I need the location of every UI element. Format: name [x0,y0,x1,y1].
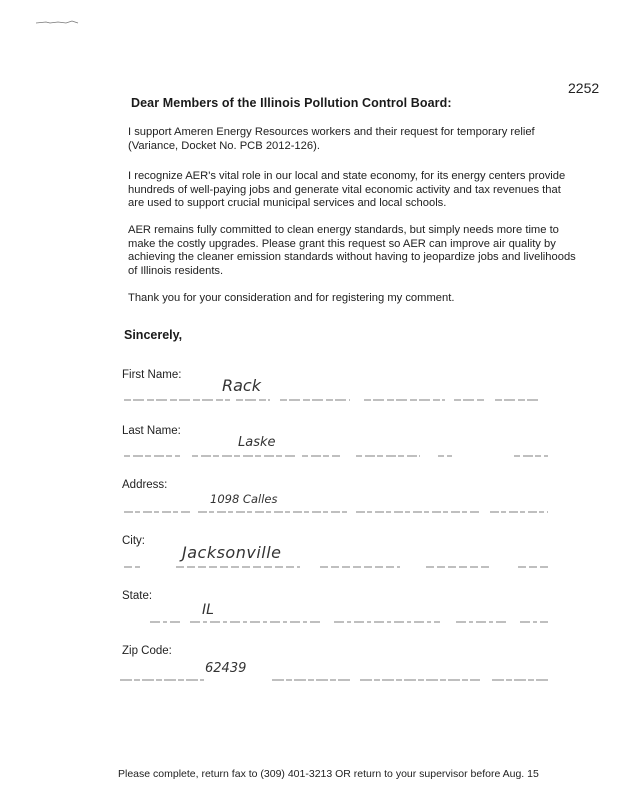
paragraph-commitment: AER remains fully committed to clean energy standards, but simply needs more time to make the costly upgrades. Please grant this request so AER can improve air quality by achieving the cleaner emission standards without having to jeopardize jobs and livelihoods of Illinois residents. [128,224,576,277]
zip-code-label: Zip Code: [122,645,172,657]
state-line [120,612,548,626]
last-name-label: Last Name: [122,425,181,437]
first-name-value: Rack [222,376,261,395]
address-line [120,502,548,516]
scan-corner-mark [36,18,80,26]
paragraph-recognize: I recognize AER's vital role in our local and state economy, for its energy centers provide hundreds of well-paying jobs and generate vital economic activity and tax revenues that are used to support crucial municipal services and local schools. [128,170,566,210]
address-value: 1098 Calles [210,492,278,506]
paragraph-support: I support Ameren Energy Resources workers and their request for temporary relief (Variance, Docket No. PCB 2012-126). [128,126,535,152]
zip-code-line [120,670,548,684]
city-label: City: [122,535,145,547]
footer-instructions: Please complete, return fax to (309) 401-3213 OR return to your supervisor before Aug. 15 [118,768,539,780]
last-name-line [120,446,548,460]
closing: Sincerely, [124,328,183,342]
state-value: IL [202,602,214,618]
zip-code-value: 62439 [205,661,247,676]
last-name-value: Laske [238,435,276,450]
city-value: Jacksonville [182,543,282,562]
address-label: Address: [122,479,168,491]
state-label: State: [122,590,153,602]
page-number: 2252 [568,80,600,96]
paragraph-thanks: Thank you for your consideration and for registering my comment. [128,292,455,304]
first-name-line [120,390,548,404]
salutation: Dear Members of the Illinois Pollution Control Board: [131,96,452,110]
first-name-label: First Name: [122,369,182,381]
